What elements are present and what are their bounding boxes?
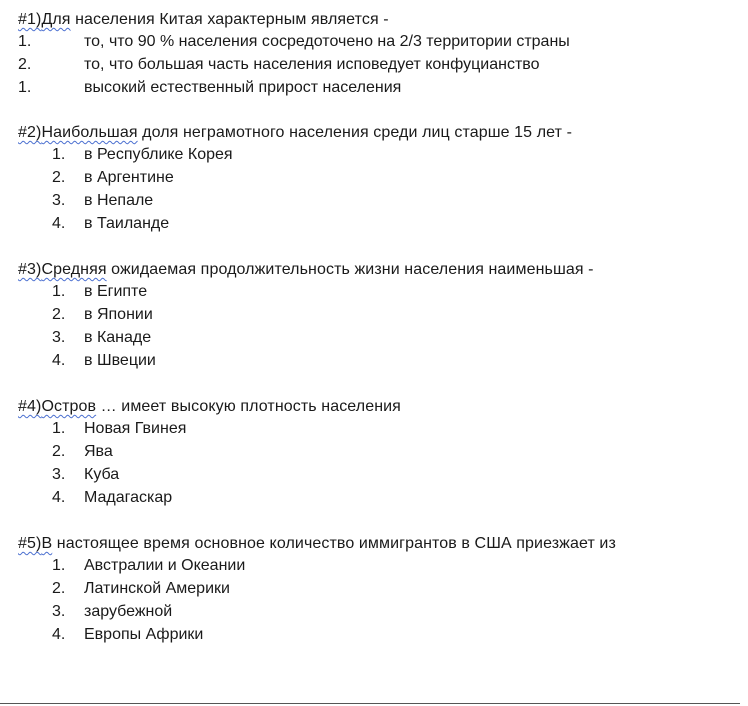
option-number: 2. xyxy=(52,169,66,186)
option-text: Мадагаскар xyxy=(84,489,173,506)
option-number: 3. xyxy=(52,466,66,483)
option-number: 1. xyxy=(18,33,32,50)
option-number: 1. xyxy=(52,283,66,300)
answer-option xyxy=(18,578,738,601)
question-5 xyxy=(18,533,738,647)
question-title: #1)Для населения Китая характерным является - xyxy=(18,11,389,28)
option-text: Ява xyxy=(84,443,113,460)
answer-option xyxy=(18,441,738,464)
option-text: в Египте xyxy=(84,283,148,300)
answer-option xyxy=(18,601,738,624)
option-number: 2. xyxy=(52,443,66,460)
question-title: #4)Остров … имеет высокую плотность населения xyxy=(18,398,401,415)
question-marker: #1)Для xyxy=(18,11,71,28)
question-3 xyxy=(18,259,738,373)
answer-option xyxy=(18,213,738,236)
option-number: 1. xyxy=(52,146,66,163)
option-text: Латинской Америки xyxy=(84,580,230,597)
answer-option xyxy=(18,144,738,167)
question-marker: #2)Наибольшая xyxy=(18,124,138,141)
option-number: 3. xyxy=(52,192,66,209)
option-number: 2. xyxy=(18,56,32,73)
answer-option xyxy=(18,327,738,350)
answer-option xyxy=(18,350,738,373)
answer-option xyxy=(18,624,738,647)
option-text: Европы Африки xyxy=(84,626,204,643)
answer-option xyxy=(18,555,738,578)
answer-option xyxy=(18,464,738,487)
option-text: зарубежной xyxy=(84,603,173,620)
page-bottom-divider xyxy=(0,703,740,704)
option-number: 3. xyxy=(52,329,66,346)
option-text: в Таиланде xyxy=(84,215,170,232)
question-marker: #5)В xyxy=(18,535,53,552)
option-text: в Аргентине xyxy=(84,169,174,186)
option-text: высокий естественный прирост населения xyxy=(84,79,402,96)
option-number: 4. xyxy=(52,489,66,506)
option-number: 2. xyxy=(52,306,66,323)
option-number: 3. xyxy=(52,603,66,620)
question-2 xyxy=(18,122,738,236)
option-text: в Японии xyxy=(84,306,153,323)
option-text: в Канаде xyxy=(84,329,152,346)
option-text: в Швеции xyxy=(84,352,156,369)
option-number: 4. xyxy=(52,215,66,232)
option-text: то, что 90 % населения сосредоточено на 2/3 территории страны xyxy=(84,33,570,50)
question-title: #2)Наибольшая доля неграмотного населения среди лиц старше 15 лет - xyxy=(18,124,573,141)
question-4 xyxy=(18,396,738,510)
answer-option xyxy=(18,487,738,510)
answer-option xyxy=(18,281,738,304)
question-marker: #3)Средняя xyxy=(18,261,107,278)
answer-option xyxy=(18,77,738,100)
option-number: 2. xyxy=(52,580,66,597)
answer-option xyxy=(18,31,738,54)
option-text: Новая Гвинея xyxy=(84,420,187,437)
option-text: в Республике Корея xyxy=(84,146,233,163)
option-text: Куба xyxy=(84,466,120,483)
option-text: то, что большая часть населения исповедует конфуцианство xyxy=(84,56,540,73)
question-title: #5)В настоящее время основное количество иммигрантов в США приезжает из xyxy=(18,535,616,552)
option-number: 4. xyxy=(52,352,66,369)
option-number: 4. xyxy=(52,626,66,643)
option-number: 1. xyxy=(52,557,66,574)
question-1 xyxy=(18,9,738,100)
answer-option xyxy=(18,167,738,190)
answer-option xyxy=(18,190,738,213)
option-text: в Непале xyxy=(84,192,154,209)
question-title: #3)Средняя ожидаемая продолжительность жизни населения наименьшая - xyxy=(18,261,594,278)
answer-option xyxy=(18,54,738,77)
answer-option xyxy=(18,418,738,441)
option-number: 1. xyxy=(52,420,66,437)
option-number: 1. xyxy=(18,79,32,96)
question-marker: #4)Остров xyxy=(18,398,97,415)
answer-option xyxy=(18,304,738,327)
option-text: Австралии и Океании xyxy=(84,557,246,574)
